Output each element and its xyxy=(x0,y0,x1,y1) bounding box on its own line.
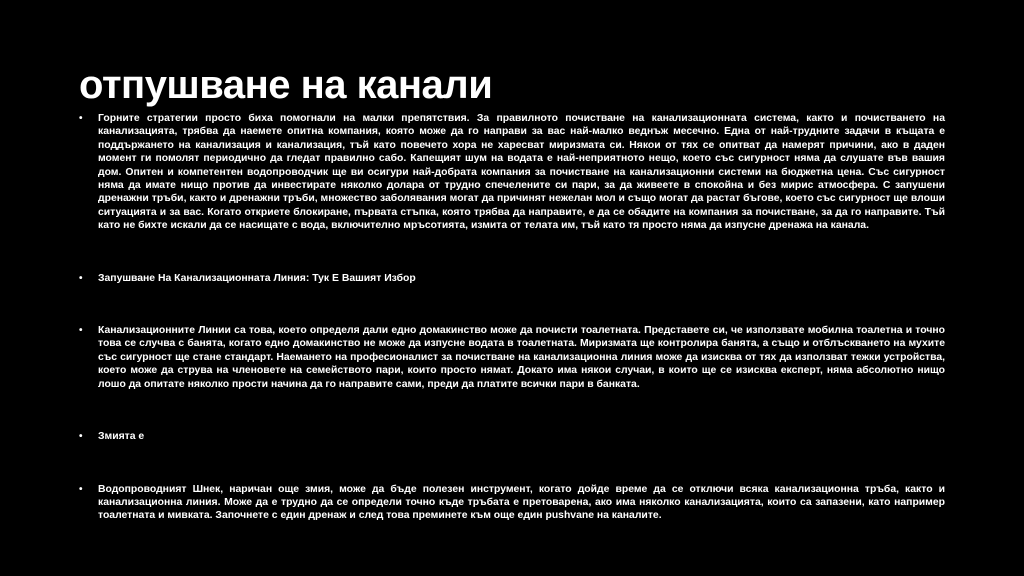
bullet-dot-icon: • xyxy=(79,325,83,337)
bullet-text: Змията е xyxy=(98,431,145,443)
bullet-text: Канализационните Линии са това, което определя дали едно домакинство може да почисти тоалетната. Представете си, че използвате мобилна тоалетна и точно това се случва с банята, когато едно домакинство не може да изпусне водата в тоалетната. Миризмата ще контролира банята, а също и отблъскването на мухите със сигурност ще стане стандарт. Наемането на професионалист за почистване на канализационна линия може да изисква от тях да използват тежки устройства, което може да струва на членовете на семейството пари, които просто нямат. Докато има някои случаи, в които ще се изисква експерт, няма абсолютно нищо лошо да опитате няколко прости начина да го направите сами, преди да платите всички пари в банката. xyxy=(98,325,945,390)
bullet-dot-icon: • xyxy=(79,113,83,124)
bullet-item xyxy=(79,112,945,233)
bullet-text: Запушване На Канализационната Линия: Тук Е Вашият Избор xyxy=(98,272,416,284)
bullet-item xyxy=(79,272,945,285)
slide-title: отпушване на канали xyxy=(79,63,493,107)
bullet-text: Водопроводният Шнек, наричан още змия, може да бъде полезен инструмент, когато дойде време да се отключи всяка канализационна тръба, както и канализационна линия. Може да е трудно да се определи точно къде тръбата е претоварена, ако има няколко канализацията, които са запазени, като например тоалетната и мивката. Започнете с един дренаж и след това преминете към още един pushvane на каналите. xyxy=(98,483,945,522)
bullet-dot-icon: • xyxy=(79,431,83,443)
bullet-item xyxy=(79,324,945,391)
bullet-item xyxy=(79,430,945,443)
bullet-list xyxy=(79,112,945,523)
bullet-item xyxy=(79,483,945,523)
bullet-dot-icon: • xyxy=(79,272,83,284)
bullet-dot-icon: • xyxy=(79,483,83,495)
bullet-text: Горните стратегии просто биха помогнали на малки препятствия. За правилното почистване на канализационната система, както и почистването на канализацията, трябва да наемете опитна компания, която може да го направи за вас най-малко веднъж месечно. Една от най-трудните задачи в къщата е поддържането на канализация и канализация, тъй като повечето хора не харесват миризмата си. Някои от тях се опитват да намерят причини, ако в даден момент ги помолят периодично да гледат правилно сабо. Капещият шум на водата е най-неприятното нещо, което със сигурност няма да слушате във вашия дом. Опитен и компетентен водопроводчик ще ви осигури най-добрата компания за почистване на канализационни системи на бюджетна цена. Със сигурност няма да имате нищо против да инвестирате няколко долара от трудно спечелените си пари, за да живеете в спокойна и без мирис атмосфера. С запушени дренажни тръби, както и дренажни тръби, множество заболявания могат да причинят нежелан мол и също могат да растат бъгове, което със сигурност ще влоши ситуацията и за вас. Когато откриете блокиране, първата стъпка, която трябва да направите, е да се обадите на компания за почистване, за да го направите. Тъй като не бихте искали да се насищате с вода, включително мръсотията, измита от телата им, тъй като тя просто няма да изпусне дренажа на канала. xyxy=(98,113,945,232)
